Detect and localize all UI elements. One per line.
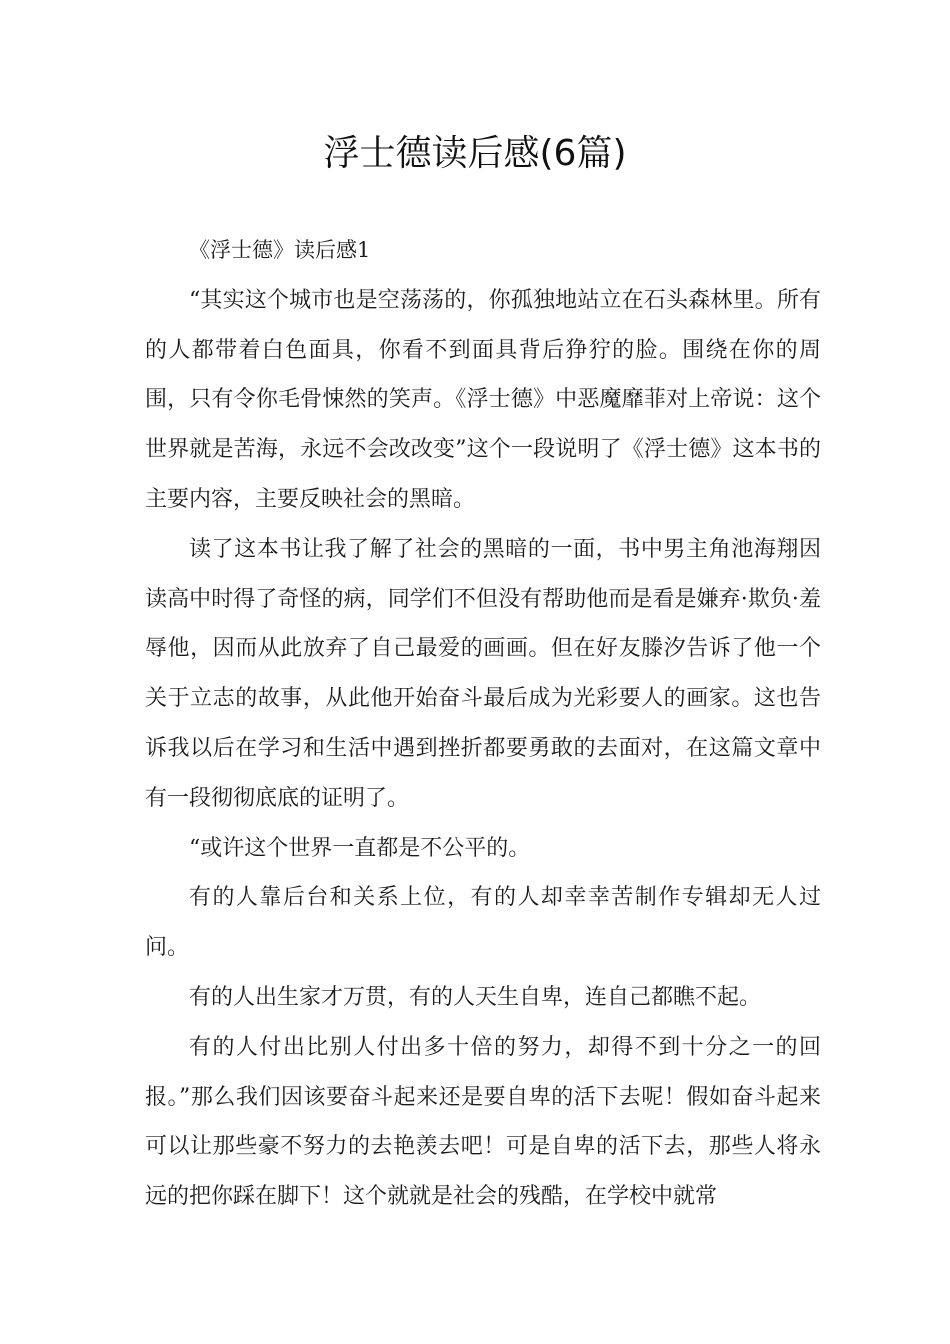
section-heading: 《浮士德》读后感1	[189, 238, 371, 262]
paragraph-1: “其实这个城市也是空荡荡的，你孤独地站立在石头森林里。所有的人都带着白色面具，你看不到面具背后狰狞的脸。围绕在你的周围，只有令你毛骨悚然的笑声。《浮士德》中恶魔靡菲对上帝说：这个世界就是苦海，永远不会改改变”这个一段说明了《浮士德》这本书的主要内容，主要反映社会的黑暗。	[145, 287, 821, 512]
paragraph-3: “或许这个世界一直都是不公平的。	[189, 835, 531, 861]
document-title: 浮士德读后感(6篇)	[323, 133, 627, 174]
paragraph-4: 有的人靠后台和关系上位，有的人却幸幸苦制作专辑却无人过问。	[145, 885, 821, 961]
paragraph-6: 有的人付出比别人付出多十倍的努力，却得不到十分之一的回报。”那么我们因该要奋斗起来还是要自卑的活下去呢！假如奋斗起来可以让那些豪不努力的去艳羡去吧！可是自卑的活下去，那些人将永远的把你踩在脚下！这个就就是社会的残酷，在学校中就常	[145, 1034, 821, 1210]
paragraph-5: 有的人出生家才万贯，有的人天生自卑，连自己都瞧不起。	[189, 984, 762, 1010]
paragraph-2: 读了这本书让我了解了社会的黑暗的一面，书中男主角池海翔因读高中时得了奇怪的病，同学们不但没有帮助他而是看是嫌弃·欺负·羞辱他，因而从此放弃了自己最爱的画画。但在好友滕汐告诉了他一个关于立志的故事，从此他开始奋斗最后成为光彩要人的画家。这也告诉我以后在学习和生活中遇到挫折都要勇敢的去面对，在这篇文章中有一段彻彻底底的证明了。	[145, 536, 821, 811]
document-body	[145, 226, 821, 1222]
